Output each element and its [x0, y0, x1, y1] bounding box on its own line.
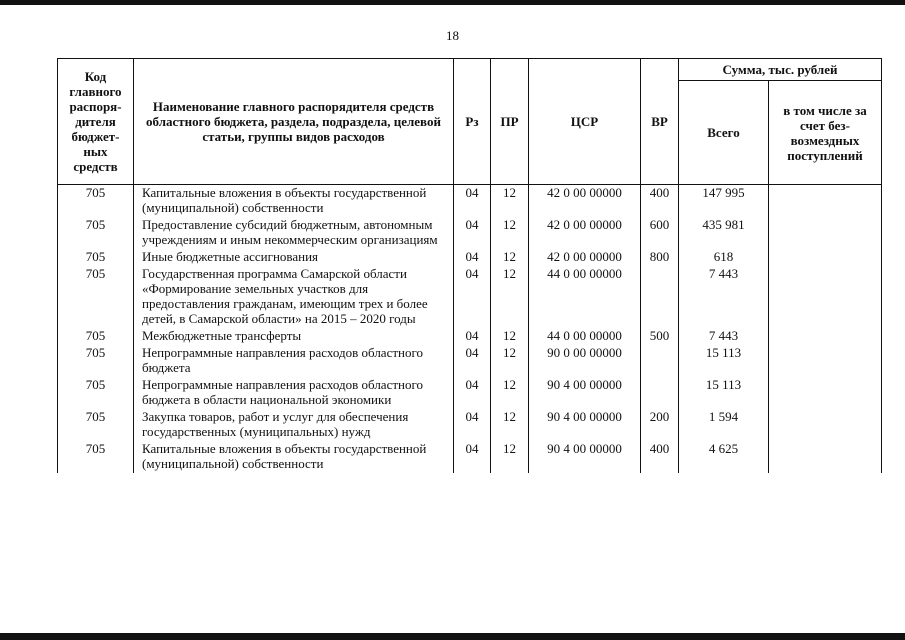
table-row [58, 409, 882, 441]
table-row [58, 345, 882, 377]
row-csr: 44 0 00 00000 [529, 266, 641, 328]
row-free [769, 409, 882, 441]
row-total: 7 443 [679, 266, 769, 328]
row-pr: 12 [491, 441, 529, 473]
row-code: 705 [58, 249, 134, 266]
row-code: 705 [58, 441, 134, 473]
row-rz: 04 [454, 377, 491, 409]
row-csr: 90 4 00 00000 [529, 409, 641, 441]
row-free [769, 377, 882, 409]
top-border-bar [0, 0, 905, 5]
row-name: Капитальные вложения в объекты государственной (муниципальной) собственности [134, 441, 454, 473]
row-rz: 04 [454, 345, 491, 377]
row-code: 705 [58, 345, 134, 377]
row-rz: 04 [454, 217, 491, 249]
bottom-border-bar [0, 633, 905, 640]
row-vr: 600 [641, 217, 679, 249]
row-free [769, 328, 882, 345]
header-csr: ЦСР [529, 59, 641, 185]
row-csr: 44 0 00 00000 [529, 328, 641, 345]
row-total: 15 113 [679, 345, 769, 377]
row-pr: 12 [491, 249, 529, 266]
row-csr: 90 4 00 00000 [529, 441, 641, 473]
row-code: 705 [58, 377, 134, 409]
row-total: 1 594 [679, 409, 769, 441]
row-pr: 12 [491, 409, 529, 441]
row-name: Непрограммные направления расходов областного бюджета [134, 345, 454, 377]
table-row [58, 328, 882, 345]
row-total: 15 113 [679, 377, 769, 409]
table-row [58, 266, 882, 328]
row-rz: 04 [454, 266, 491, 328]
row-pr: 12 [491, 328, 529, 345]
row-vr: 400 [641, 441, 679, 473]
header-name: Наименование главного распорядителя средств областного бюджета, раздела, подраздела, целевой статьи, группы видов расходов [134, 59, 454, 185]
row-vr: 400 [641, 185, 679, 218]
row-free [769, 441, 882, 473]
row-free [769, 185, 882, 218]
table-body [58, 185, 882, 474]
table-row [58, 377, 882, 409]
row-code: 705 [58, 409, 134, 441]
row-total: 147 995 [679, 185, 769, 218]
table-row [58, 249, 882, 266]
row-rz: 04 [454, 185, 491, 218]
row-code: 705 [58, 328, 134, 345]
row-free [769, 266, 882, 328]
table-row [58, 217, 882, 249]
row-pr: 12 [491, 345, 529, 377]
header-pr: ПР [491, 59, 529, 185]
row-total: 4 625 [679, 441, 769, 473]
row-name: Предоставление субсидий бюджетным, автономным учреждениям и иным некоммерческим организациям [134, 217, 454, 249]
row-name: Иные бюджетные ассигнования [134, 249, 454, 266]
row-vr [641, 266, 679, 328]
row-pr: 12 [491, 377, 529, 409]
row-pr: 12 [491, 217, 529, 249]
row-vr [641, 377, 679, 409]
header-rz: Рз [454, 59, 491, 185]
header-free: в том числе за счет без-возмездных поступлений [769, 81, 882, 185]
row-name: Государственная программа Самарской области «Формирование земельных участков для предоставления гражданам, имеющим трех и более детей, в Самарской области» на 2015 – 2020 годы [134, 266, 454, 328]
row-total: 435 981 [679, 217, 769, 249]
row-pr: 12 [491, 185, 529, 218]
row-name: Межбюджетные трансферты [134, 328, 454, 345]
table-row [58, 441, 882, 473]
row-csr: 42 0 00 00000 [529, 185, 641, 218]
row-code: 705 [58, 185, 134, 218]
row-csr: 90 4 00 00000 [529, 377, 641, 409]
header-sum: Сумма, тыс. рублей [679, 59, 882, 81]
row-free [769, 217, 882, 249]
header-code: Код главного распоря-дителя бюджет-ных средств [58, 59, 134, 185]
row-pr: 12 [491, 266, 529, 328]
row-free [769, 345, 882, 377]
row-rz: 04 [454, 409, 491, 441]
row-name: Закупка товаров, работ и услуг для обеспечения государственных (муниципальных) нужд [134, 409, 454, 441]
row-name: Непрограммные направления расходов областного бюджета в области национальной экономики [134, 377, 454, 409]
row-free [769, 249, 882, 266]
page-number: 18 [446, 28, 459, 43]
table-header [58, 59, 882, 185]
row-total: 618 [679, 249, 769, 266]
row-rz: 04 [454, 249, 491, 266]
row-vr [641, 345, 679, 377]
row-rz: 04 [454, 328, 491, 345]
row-csr: 42 0 00 00000 [529, 249, 641, 266]
header-vr: ВР [641, 59, 679, 185]
row-csr: 42 0 00 00000 [529, 217, 641, 249]
row-rz: 04 [454, 441, 491, 473]
budget-table [57, 58, 882, 473]
table-row [58, 185, 882, 218]
row-name: Капитальные вложения в объекты государственной (муниципальной) собственности [134, 185, 454, 218]
row-vr: 200 [641, 409, 679, 441]
row-csr: 90 0 00 00000 [529, 345, 641, 377]
row-code: 705 [58, 266, 134, 328]
row-vr: 800 [641, 249, 679, 266]
header-total: Всего [679, 81, 769, 185]
row-code: 705 [58, 217, 134, 249]
row-total: 7 443 [679, 328, 769, 345]
row-vr: 500 [641, 328, 679, 345]
